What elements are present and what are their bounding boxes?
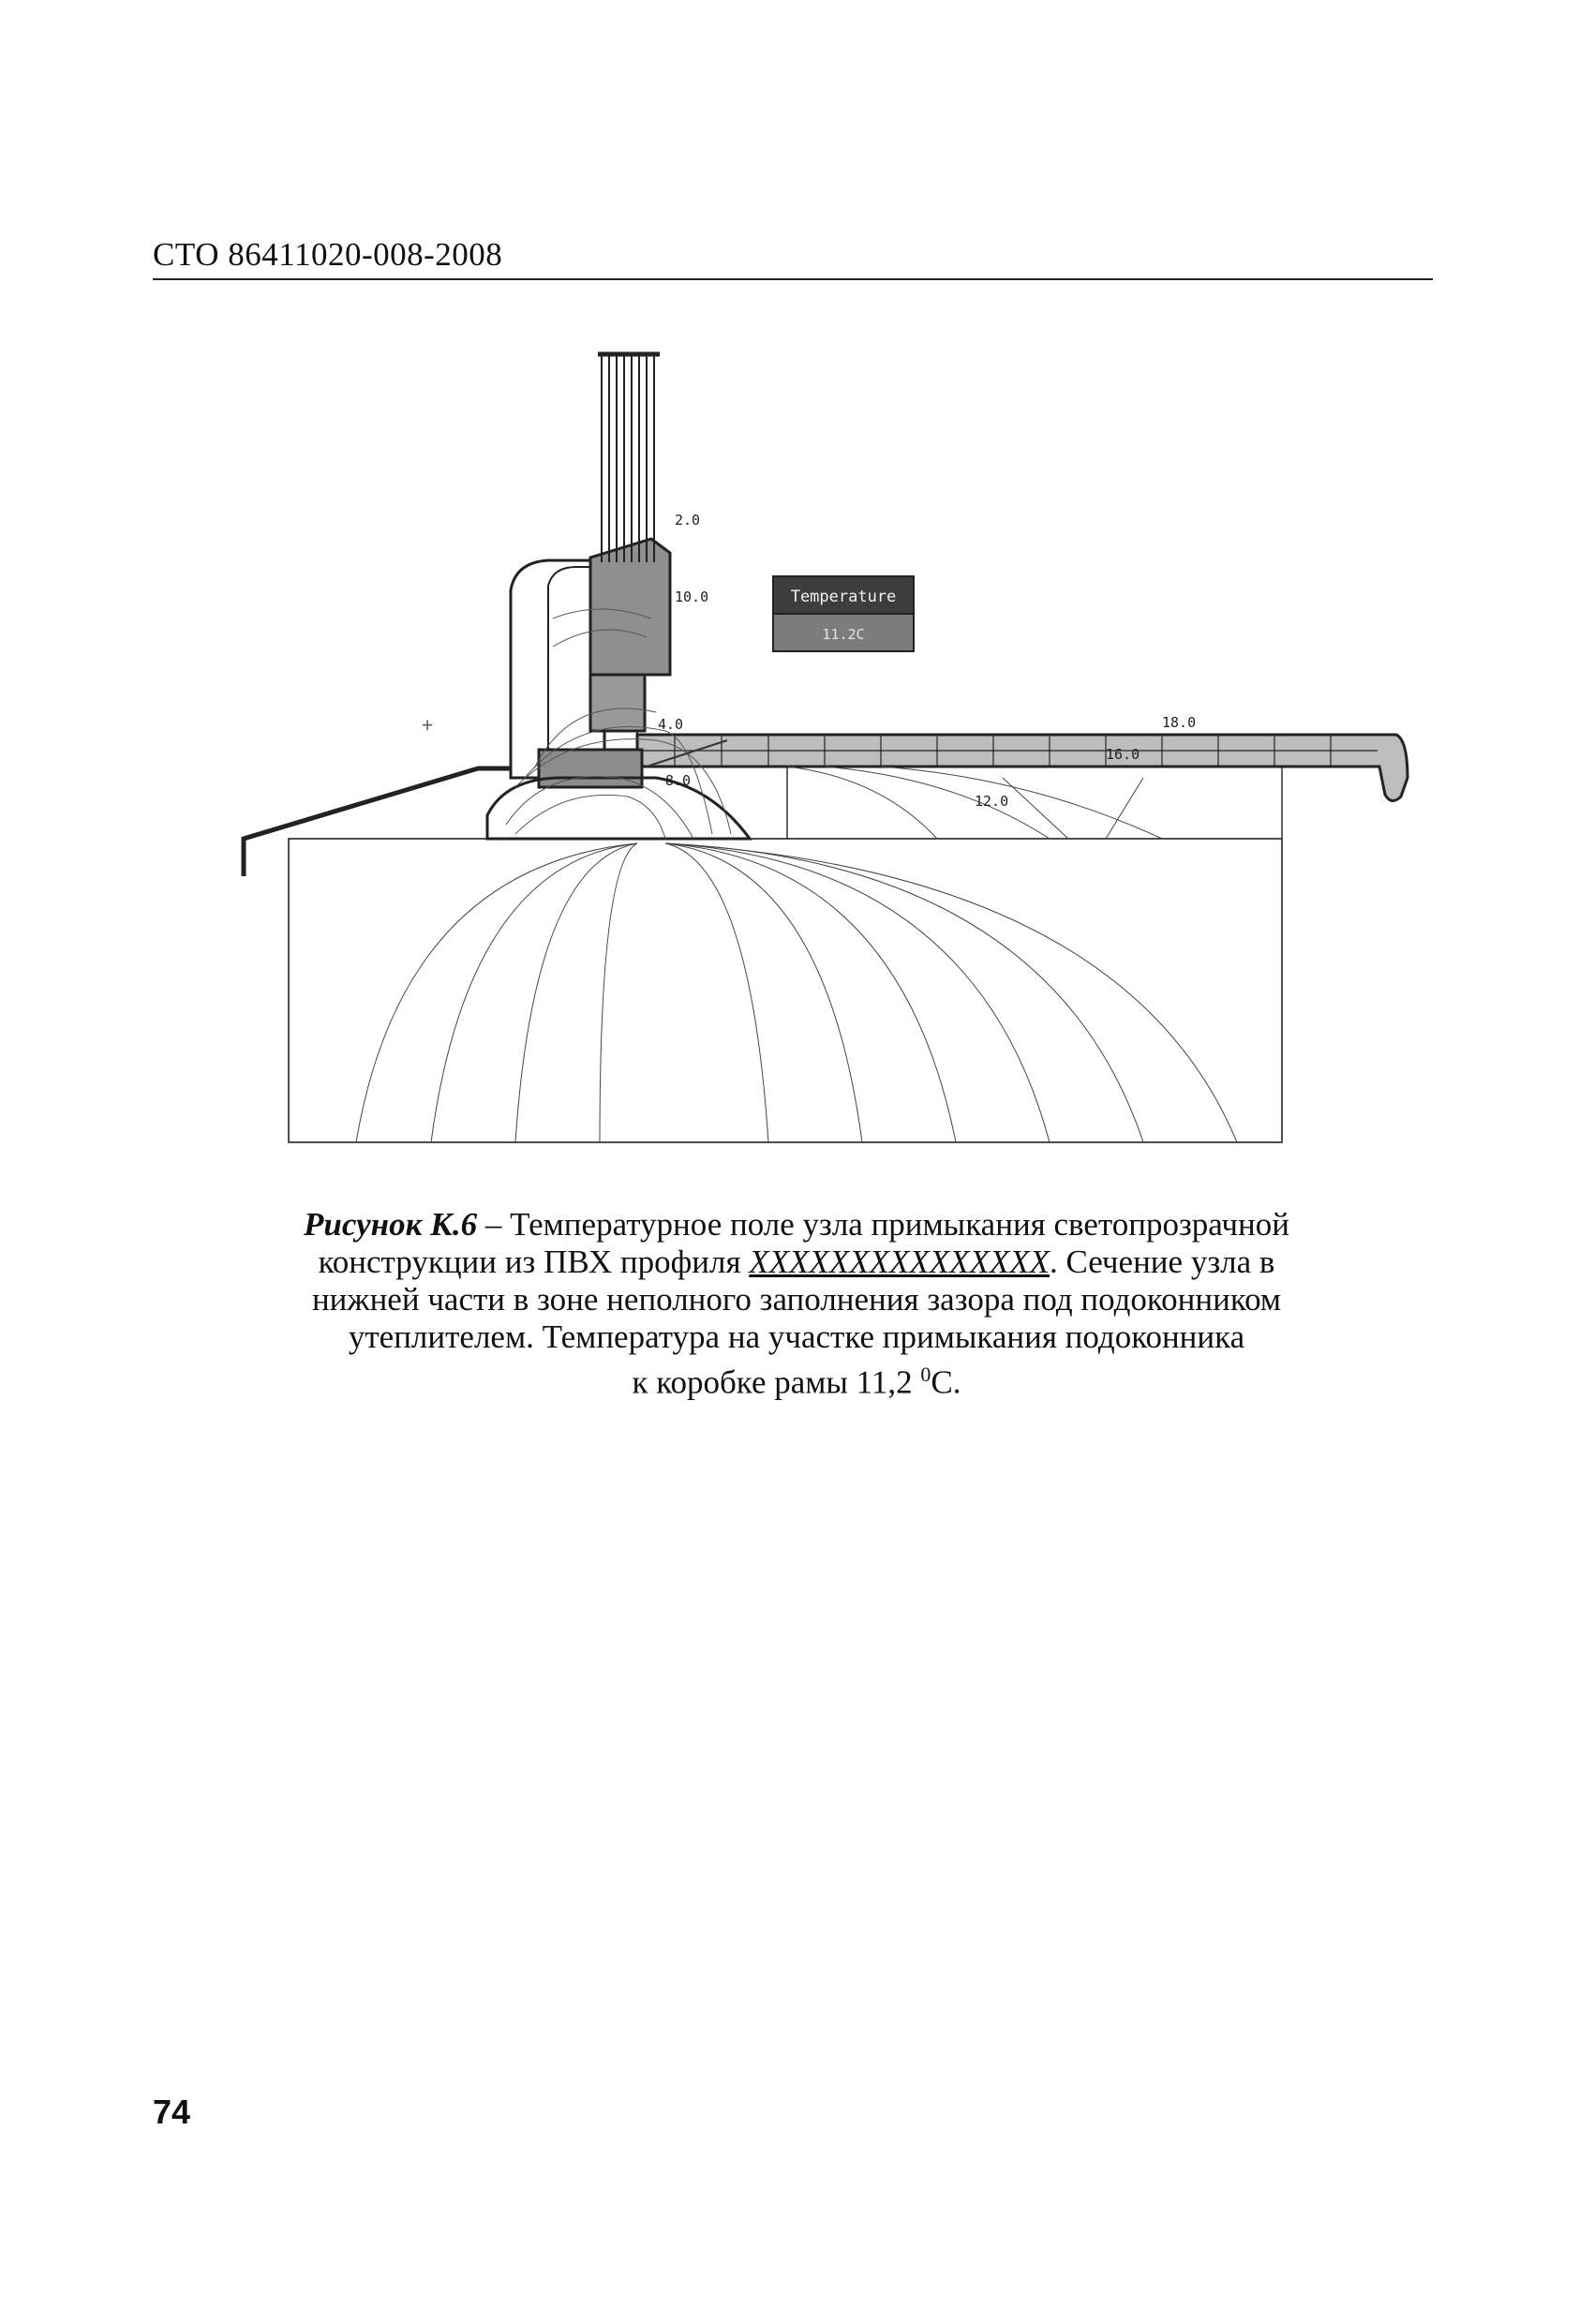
caption-label: Рисунок К.6 [303, 1206, 478, 1243]
temperature-field-figure [225, 337, 1424, 1162]
caption-line-5 [234, 1356, 1359, 1402]
inner-sill-board [637, 735, 1408, 801]
degree-superscript: 0 [920, 1363, 931, 1386]
caption-text: . Сечение узла в [1050, 1244, 1275, 1280]
figure-caption [234, 1206, 1359, 1402]
frame-base [539, 750, 642, 787]
isotherm-label: 2.0 [675, 512, 701, 529]
page-number: 74 [153, 2093, 191, 2131]
caption-text: – Температурное поле узла примыкания светопрозрачной [477, 1206, 1289, 1243]
caption-line-1 [234, 1206, 1359, 1244]
isotherm-label: 8.0 [665, 772, 692, 789]
isotherm-label: 4.0 [658, 716, 684, 733]
caption-text: к коробке рамы 11,2 [632, 1363, 921, 1401]
callout-title: Temperature [790, 588, 897, 606]
isotherm-label: 10.0 [675, 588, 709, 605]
temperature-field-drawing [225, 337, 1424, 1162]
header-rule [153, 278, 1433, 280]
profile-code: XXXXXXXXXXXXXXX [749, 1244, 1050, 1280]
caption-line-3: нижней части в зоне неполного заполнения зазора под подоконником [311, 1281, 1282, 1318]
document-code: СТО 86411020-008-2008 [153, 236, 503, 273]
isotherm-label: 16.0 [1106, 746, 1140, 763]
outer-drip-sill [244, 768, 511, 876]
caption-text: конструкции из ПВХ профиля [318, 1244, 750, 1280]
glazing-unit [598, 354, 660, 562]
caption-text: С. [931, 1363, 961, 1401]
caption-line-4: утеплителем. Температура на участке примыкания подоконника [348, 1318, 1245, 1355]
callout-value: 11.2C [822, 626, 865, 643]
isotherm-label: 18.0 [1162, 714, 1197, 731]
wall-block [289, 839, 1282, 1142]
crosshair-marker: + [422, 713, 434, 736]
isotherm-label: 12.0 [975, 793, 1009, 810]
caption-line-2 [234, 1244, 1359, 1281]
